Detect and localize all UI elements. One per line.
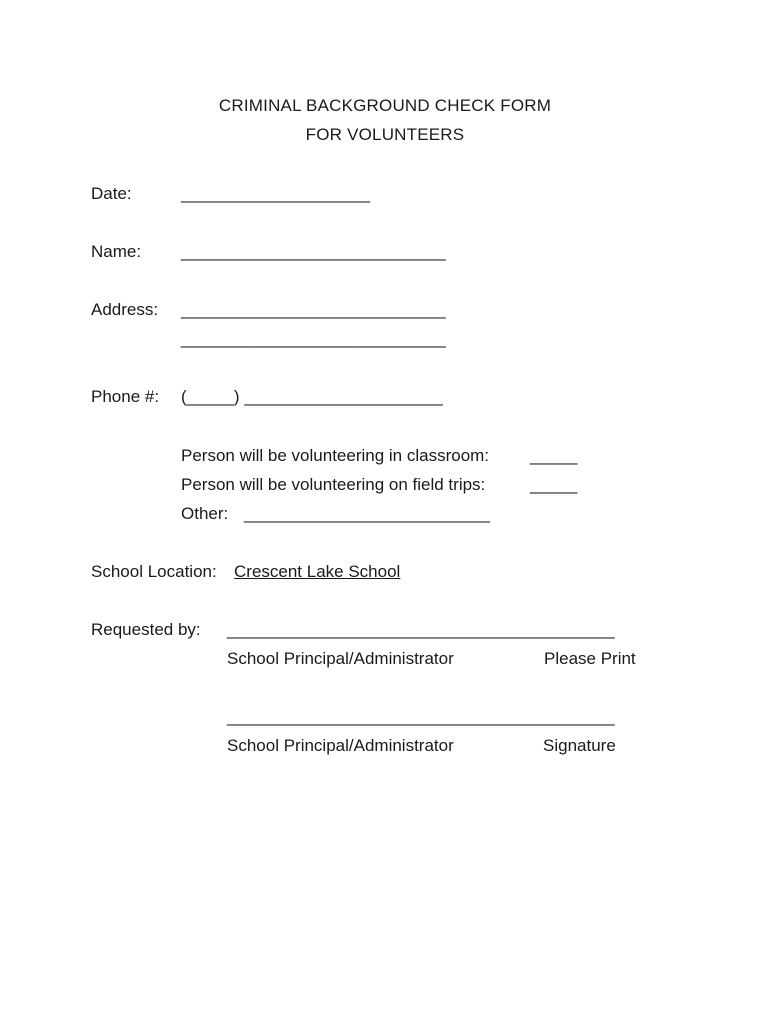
classroom-volunteer-label: Person will be volunteering in classroom:	[181, 446, 490, 465]
address-label: Address:	[91, 300, 159, 319]
date-field[interactable]: ____________________	[181, 184, 371, 203]
field-trips-volunteer-label: Person will be volunteering on field trips:	[181, 475, 486, 494]
please-print-caption: Please Print	[544, 649, 636, 668]
address-field-line-2[interactable]: ____________________________	[181, 329, 446, 348]
field-trips-volunteer-field[interactable]: _____	[530, 475, 578, 494]
principal-print-name-field[interactable]: _________________________________________	[227, 620, 615, 639]
school-location-label: School Location:	[91, 562, 217, 581]
principal-signature-field[interactable]: _________________________________________	[227, 707, 615, 726]
requested-by-label: Requested by:	[91, 620, 201, 639]
name-field[interactable]: ____________________________	[181, 242, 446, 261]
form-title-line-1: CRIMINAL BACKGROUND CHECK FORM	[218, 96, 552, 115]
date-label: Date:	[91, 184, 132, 203]
classroom-volunteer-field[interactable]: _____	[530, 446, 578, 465]
phone-field[interactable]: (_____) _____________________	[181, 387, 443, 406]
principal-signature-caption: School Principal/Administrator	[227, 736, 454, 755]
principal-print-caption: School Principal/Administrator	[227, 649, 454, 668]
school-location-value: Crescent Lake School	[234, 562, 401, 581]
signature-caption: Signature	[543, 736, 616, 755]
phone-label: Phone #:	[91, 387, 160, 406]
other-field[interactable]: __________________________	[244, 504, 490, 523]
name-label: Name:	[91, 242, 142, 261]
address-field-line-1[interactable]: ____________________________	[181, 300, 446, 319]
form-title-line-2: FOR VOLUNTEERS	[305, 125, 465, 144]
other-label: Other:	[181, 504, 229, 523]
